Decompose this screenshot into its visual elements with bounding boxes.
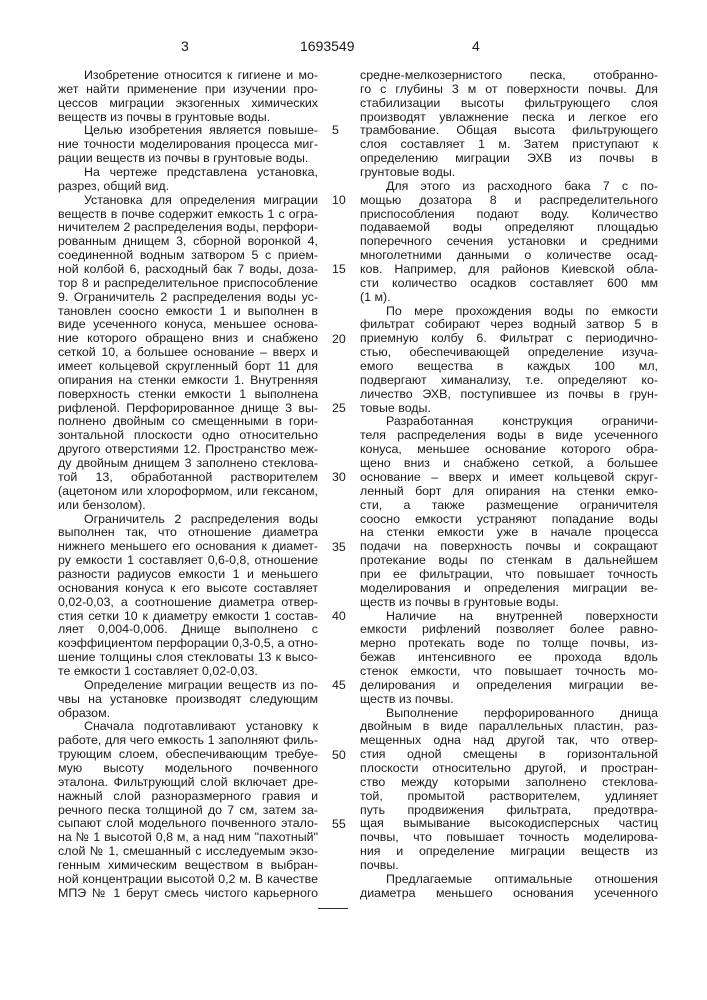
text-line: другого отверстиями 12. Пространство меж-	[58, 443, 318, 457]
text-line: щая вымывание высокодисперсных частиц	[360, 817, 658, 831]
text-line: плоскости относительно другой, и простран-	[360, 762, 658, 776]
text-line: веществ из почвы в грунтовые воды.	[58, 111, 318, 125]
text-line: емого вещества в каждых 100 мл,	[360, 360, 658, 374]
text-line: Для этого из расходного бака 7 с по-	[360, 180, 658, 194]
text-line: Целью изобретения является повыше-	[58, 124, 318, 138]
text-line: стенок емкости, что повышает точность мо-	[360, 665, 658, 679]
text-line: производят увлажнение песка и легкое его	[360, 111, 658, 125]
text-line: диаметра меньшего основания усеченного	[360, 887, 658, 901]
patent-number: 1693549	[300, 38, 355, 54]
line-marker: 25	[332, 402, 346, 416]
text-line: бежав интенсивного ее прохода вдоль	[360, 651, 658, 665]
text-line: поверхность стенки емкости 1 выполнена	[58, 388, 318, 402]
text-line: моделирования и определения миграции ве-	[360, 582, 658, 596]
text-line: ние точности моделирования процесса миг-	[58, 138, 318, 152]
line-marker: 15	[332, 263, 346, 277]
line-marker: 45	[332, 679, 346, 693]
text-line: эталона. Фильтрующий слой включает дре-	[58, 776, 318, 790]
text-line: Наличие на внутренней поверхности	[360, 610, 658, 624]
text-line: ленный борт для опирания на стенки емко-	[360, 485, 658, 499]
text-line: Ограничитель 2 распределения воды	[58, 513, 318, 527]
text-line: 9. Ограничитель 2 распределения воды ус-	[58, 291, 318, 305]
text-line: образом.	[58, 707, 318, 721]
text-line: почвы.	[360, 859, 658, 873]
text-line: Выполнение перфорированного днища	[360, 707, 658, 721]
text-line: грунтовые воды.	[360, 166, 658, 180]
text-line: рифленой. Перфорированное днище 3 вы-	[58, 402, 318, 416]
text-line: По мере прохождения воды по емкости	[360, 305, 658, 319]
text-line: генным химическим веществом в выбран-	[58, 859, 318, 873]
text-line: на № 1 высотой 0,8 м, а над ним "пахотный"	[58, 831, 318, 845]
paragraph	[360, 180, 658, 305]
text-line: го с глубины 3 м от поверхности почвы. Для	[360, 83, 658, 97]
text-line: слоя составляет 1 м. Затем приступают к	[360, 138, 658, 152]
text-line: той 13, обработанной растворителем	[58, 471, 318, 485]
line-marker: 30	[332, 471, 346, 485]
text-line: ру емкости 1 составляет 0,6-0,8, отношение	[58, 554, 318, 568]
text-line: виде усеченного конуса, меньшее основа-	[58, 318, 318, 332]
text-line: соединенной водным затвором 5 с прием-	[58, 249, 318, 263]
page-number-left: 3	[181, 38, 189, 54]
line-marker: 50	[332, 749, 346, 763]
text-line: стью, обеспечивающей определение изуча-	[360, 346, 658, 360]
paragraph	[58, 124, 318, 166]
text-line: при ее фильтрации, что повышает точность	[360, 568, 658, 582]
text-line: стабилизации высоты фильтрующего слоя	[360, 97, 658, 111]
text-line: На чертеже представлена установка,	[58, 166, 318, 180]
text-line: цессов миграции экзогенных химических	[58, 97, 318, 111]
text-line: приемную колбу 6. Фильтрат с периодично-	[360, 332, 658, 346]
text-line: соосно емкости устраняют попадание воды	[360, 513, 658, 527]
text-line: коэффициентом перфорации 0,3-0,5, а отно-	[58, 637, 318, 651]
text-line: (1 м).	[360, 291, 658, 305]
text-line: средне-мелкозернистого песка, отобранно-	[360, 69, 658, 83]
text-line: подаваемой воды определяют площадью	[360, 221, 658, 235]
text-line: теля распределения воды в виде усеченного	[360, 429, 658, 443]
paragraph	[360, 707, 658, 873]
text-line: слой № 1, смешанный с исследуемым экзо-	[58, 845, 318, 859]
paragraph	[360, 873, 658, 901]
text-line: стия одной смещены в горизонтальной	[360, 748, 658, 762]
text-line: МПЭ № 1 берут смесь чистого карьерного	[58, 887, 318, 901]
text-line: мую высоту модельного почвенного	[58, 762, 318, 776]
text-line: ной концентрации высотой 0,2 м. В качестве	[58, 873, 318, 887]
text-line: полнено двойным со смещенными в гори-	[58, 415, 318, 429]
text-line: разности радиусов емкости 1 и меньшего	[58, 568, 318, 582]
text-line: трующим слоем, обеспечивающим требуе-	[58, 748, 318, 762]
text-line: ков. Например, для районов Киевской обла-	[360, 263, 658, 277]
text-line: подачи на поверхность почвы и сокращают	[360, 540, 658, 554]
text-line: тор 8 и распределительное приспособление	[58, 277, 318, 291]
paragraph	[58, 166, 318, 194]
text-line: нажный слой разноразмерного гравия и	[58, 790, 318, 804]
text-line: рованным днищем 3, сборной воронкой 4,	[58, 235, 318, 249]
paragraph	[58, 513, 318, 679]
text-line: ничителем 2 распределения воды, перфори-	[58, 221, 318, 235]
page-number-right: 4	[472, 38, 480, 54]
text-line: делирования и определения миграции ве-	[360, 679, 658, 693]
text-line: ществ из почвы в грунтовые воды.	[360, 596, 658, 610]
text-line: те емкости 1 составляет 0,02-0,03.	[58, 665, 318, 679]
paragraph	[360, 610, 658, 707]
text-line: Сначала подготавливают установку к	[58, 720, 318, 734]
text-line: конуса, меньшее основание которого обра-	[360, 443, 658, 457]
text-line: поперечного сечения установки и средними	[360, 235, 658, 249]
text-line: ществ из почвы.	[360, 693, 658, 707]
text-line: чвы на установке производят следующим	[58, 693, 318, 707]
text-line: ния и определение миграции веществ из	[360, 845, 658, 859]
text-line: трамбование. Общая высота фильтрующего	[360, 124, 658, 138]
line-marker: 10	[332, 194, 346, 208]
paragraph	[58, 194, 318, 513]
paragraph	[360, 69, 658, 180]
paragraph	[360, 415, 658, 609]
text-line: сыпают слой модельного почвенного этало-	[58, 817, 318, 831]
text-line: товые воды.	[360, 402, 658, 416]
line-marker: 20	[332, 333, 346, 347]
text-line: сти, а также размещение ограничителя	[360, 499, 658, 513]
text-line: сти количество осадков составляет 600 мм	[360, 277, 658, 291]
text-line: двойным в виде параллельных пластин, раз-	[360, 720, 658, 734]
text-line: личество ЭХВ, поступившее из почвы в грун-	[360, 388, 658, 402]
text-line: Изобретение относится к гигиене и мо-	[58, 69, 318, 83]
line-marker: 5	[332, 124, 339, 138]
right-text-column	[360, 69, 658, 901]
text-line: основание – вверх и имеет кольцевой скруг-	[360, 471, 658, 485]
text-line: той, промытой растворителем, удлиняет	[360, 790, 658, 804]
text-line: сеткой 10, а большее основание – вверх и	[58, 346, 318, 360]
text-line: основания конуса к его высоте составляет	[58, 582, 318, 596]
text-line: тановлен соосно емкости 1 и выполнен в	[58, 305, 318, 319]
text-line: стия сетки 10 к диаметру емкости 1 состав-	[58, 610, 318, 624]
text-line: рации веществ из почвы в грунтовые воды.	[58, 152, 318, 166]
line-marker: 55	[332, 818, 346, 832]
text-line: выполнен так, что отношение диаметра	[58, 526, 318, 540]
text-line: путь продвижения фильтрата, предотвра-	[360, 804, 658, 818]
line-marker: 35	[332, 541, 346, 555]
text-line: речного песка толщиной до 7 см, затем за-	[58, 804, 318, 818]
text-line: протекание воды по стенкам в дальнейшем	[360, 554, 658, 568]
text-line: или бензолом).	[58, 499, 318, 513]
paragraph	[58, 69, 318, 124]
line-marker: 40	[332, 610, 346, 624]
text-line: приспособления подают воду. Количество	[360, 208, 658, 222]
text-line: мощью дозатора 8 и распределительного	[360, 194, 658, 208]
text-line: на стенки емкости уже в начале процесса	[360, 526, 658, 540]
text-line: разрез, общий вид.	[58, 180, 318, 194]
text-line: зонтальной плоскости одно относительно	[58, 429, 318, 443]
text-line: многолетними данными о количестве осад-	[360, 249, 658, 263]
paragraph	[360, 305, 658, 416]
text-line: работе, для чего емкость 1 заполняют филь-	[58, 734, 318, 748]
text-line: Установка для определения миграции	[58, 194, 318, 208]
text-line: Определение миграции веществ из по-	[58, 679, 318, 693]
text-line: имеет кольцевой скругленный борт 11 для	[58, 360, 318, 374]
text-line: емкости рифлений позволяет более равно-	[360, 623, 658, 637]
text-line: ной колбой 6, расходный бак 7 воды, доза-	[58, 263, 318, 277]
text-line: Предлагаемые оптимальные отношения	[360, 873, 658, 887]
text-line: щено вниз и снабжено сеткой, а большее	[360, 457, 658, 471]
text-line: жет найти применение при изучении про-	[58, 83, 318, 97]
text-line: шение толщины слоя стекловаты 13 к высо-	[58, 651, 318, 665]
paragraph	[58, 720, 318, 900]
text-line: ство между которыми заполнено стеклова-	[360, 776, 658, 790]
text-line: мерно протекать воде по толще почвы, из-	[360, 637, 658, 651]
paragraph	[58, 679, 318, 721]
text-line: мещенных одна над другой так, что отвер-	[360, 734, 658, 748]
text-line: ду двойным днищем 3 заполнено стеклова-	[58, 457, 318, 471]
text-line: нижнего меньшего его основания к диамет-	[58, 540, 318, 554]
left-text-column	[58, 69, 318, 901]
text-line: фильтрат собирают через водный затвор 5 в	[360, 318, 658, 332]
text-line: ние которого обращено вниз и снабжено	[58, 332, 318, 346]
text-line: ляет 0,004-0,006. Днище выполнено с	[58, 623, 318, 637]
text-line: опирания на стенки емкости 1. Внутренняя	[58, 374, 318, 388]
footer-rule	[318, 908, 348, 909]
text-line: Разработанная конструкция ограничи-	[360, 415, 658, 429]
text-line: 0,02-0,03, а соотношение диаметра отвер-	[58, 596, 318, 610]
text-line: веществ в почве содержит емкость 1 с огра-	[58, 208, 318, 222]
text-line: (ацетоном или хлороформом, или гексаном,	[58, 485, 318, 499]
text-line: определению миграции ЭХВ из почвы в	[360, 152, 658, 166]
text-line: подвергают химанализу, т.е. определяют ко-	[360, 374, 658, 388]
text-line: почвы, что повышает точность моделирова-	[360, 831, 658, 845]
